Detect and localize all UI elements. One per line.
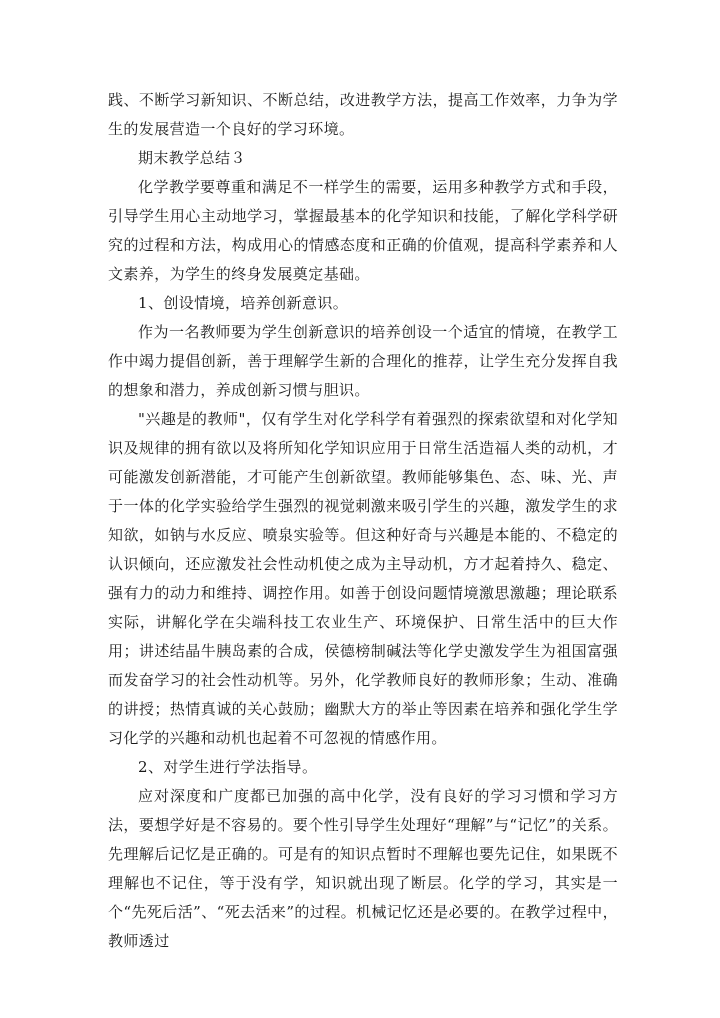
subheading: 2、对学生进行学法指导。 <box>138 758 318 776</box>
section-heading: 期末教学总结３ <box>138 149 246 167</box>
subheading: 1、创设情境，培养创新意识。 <box>138 294 349 312</box>
paragraph: 作为一名教师要为学生创新意识的培养创设一个适宜的情境，在教学工作中竭力提倡创新，善于理解学生新的合理化的推荐，让学生充分发挥自我的想象和潜力，养成创新习惯与胆识。 <box>108 323 618 399</box>
paragraph-continuation: 践、不断学习新知识、不断总结，改进教学方法，提高工作效率，力争为学生的发展营造一个良好的学习环境。 <box>108 91 618 138</box>
paragraph: "兴趣是的教师"，仅有学生对化学科学有着强烈的探索欲望和对化学知识及规律的拥有欲以及将所知化学知识应用于日常生活造福人类的动机，才可能激发创新潜能，才可能产生创新欲望。教师能够集色、态、味、光、声于一体的化学实验给学生强烈的视觉刺激来吸引学生的兴趣，激发学生的求知欲，如钠与水反应、喷泉实验等。但这种好奇与兴趣是本能的、不稳定的认识倾向，还应激发社会性动机使之成为主导动机，方才起着持久、稳定、强有力的动力和维持、调控作用。如善于创设问题情境激思激趣；理论联系实际，讲解化学在尖端科技工农业生产、环境保护、日常生活中的巨大作用；讲述结晶牛胰岛素的合成，侯德榜制碱法等化学史激发学生为祖国富强而发奋学习的社会性动机等。另外，化学教师良好的教师形象；生动、准确的讲授；热情真诚的关心鼓励；幽默大方的举止等因素在培养和强化学生学习化学的兴趣和动机也起着不可忽视的情感作用。 <box>108 410 618 747</box>
paragraph: 应对深度和广度都已加强的高中化学，没有良好的学习习惯和学习方法，要想学好是不容易的。要个性引导学生处理好“理解”与“记忆”的关系。先理解后记忆是正确的。可是有的知识点暂时不理解也要先记住，如果既不理解也不记住，等于没有学，知识就出现了断层。化学的学习，其实是一个“先死后活”、“死去活来”的过程。机械记忆还是必要的。在教学过程中，教师透过 <box>108 787 618 950</box>
document-body <box>108 86 618 956</box>
paragraph: 化学教学要尊重和满足不一样学生的需要，运用多种教学方式和手段，引导学生用心主动地学习，掌握最基本的化学知识和技能，了解化学科学研究的过程和方法，构成用心的情感态度和正确的价值观，提高科学素养和人文素养，为学生的终身发展奠定基础。 <box>108 178 618 283</box>
